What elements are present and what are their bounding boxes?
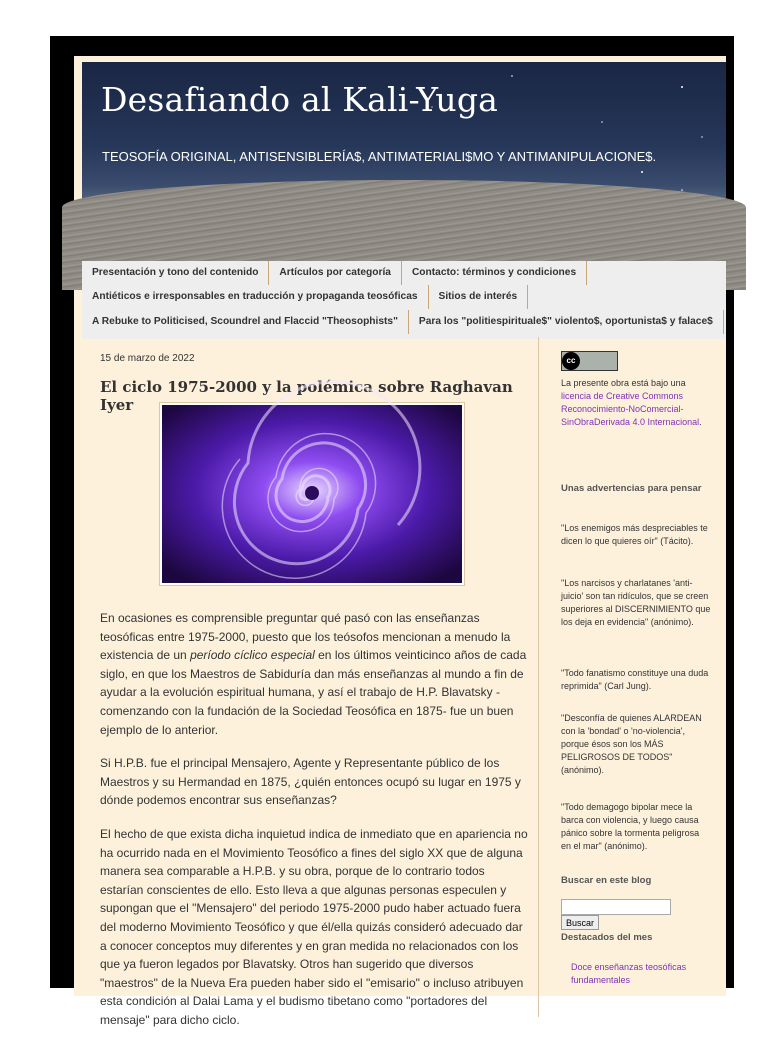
post-paragraph-3: El hecho de que exista dicha inquietud indica de inmediato que en apariencia no ha ocurrido nada en el Movimiento Teosófico a fines del siglo XX que de alguna manera sea comparable a H.P.B. y su obra, porque de lo contrario todos estarían conscientes de ello. Esto lleva a que algunas personas especulen y supongan que el "Mensajero" del periodo 1975-2000 pudo haber actuado fuera del moderno Movimiento Teosófico y que él/ella quizás consideró adecuado dar a conocer conceptos muy diferentes y en gran medida no relacionados con los que ya fueron legados por Blavatsky. Otros han sugerido que diversos "maestros" de la Nueva Era pueden haber sido el "emisario" o incluso atribuyen esta condición al Dalai Lama y el budismo tibetano como "portadores del mensaje" para dicho ciclo. [100,826,528,1027]
search-heading: Buscar en este blog [561,875,652,886]
quote-1: "Los enemigos más despreciables te dicen lo que quieres oír" (Tácito). [561,523,708,546]
search-button[interactable]: Buscar [561,915,599,930]
warnings-heading: Unas advertencias para pensar [561,483,702,494]
tabs-row-2 [82,285,528,309]
main-column [100,353,530,1027]
quote-5: "Todo demagogo bipolar mece la barca con violencia, y luego causa pánico sobre la tormenta peligrosa en el mar" (anónimo). [561,802,700,851]
tab-politiespirituales[interactable]: Para los "politiespirituale$" violento$, oportunista$ y falace$ [409,310,724,334]
search-input[interactable] [561,899,671,915]
license-text: La presente obra está bajo una licencia de Creative Commons Reconocimiento-NoComercial-SinObraDerivada 4.0 Internacional. [561,378,702,427]
blog-description: TEOSOFÍA ORIGINAL, ANTISENSIBLERÍA$, ANTIMATERIALI$MO Y ANTIMANIPULACIONE$. [102,149,657,164]
post-title[interactable]: El ciclo 1975-2000 y la polémica sobre Raghavan Iyer [100,378,513,414]
post-date: 15 de marzo de 2022 [100,353,195,364]
post-paragraph-2: Si H.P.B. fue el principal Mensajero, Agente y Representante público de los Maestros y su Hermandad en 1875, ¿quién entonces ocupó su lugar en 1975 y dónde podemos encontrar sus enseñanzas? [100,756,521,808]
content-outer [74,56,726,1027]
quote-3: "Todo fanatismo constituye una duda reprimida" (Carl Jung). [561,668,709,691]
featured-heading: Destacados del mes [561,932,653,943]
page-tabs [82,261,726,339]
search-form [561,899,711,930]
tab-antieticos[interactable]: Antiéticos e irresponsables en traducción y propaganda teosóficas [82,285,429,309]
cc-license-badge[interactable]: cc [561,351,711,371]
spiral-image[interactable] [160,403,464,585]
post-body [100,609,530,1044]
quote-2: "Los narcisos y charlatanes 'anti-juicio' son tan ridículos, que se creen superiores al DISCERNIMIENTO que los deja en evidencia" (anónimo). [561,578,711,627]
emphasis-text: período cíclico especial [190,648,315,663]
license-link[interactable]: licencia de Creative Commons Reconocimiento-NoComercial-SinObraDerivada 4.0 Internacional [561,391,700,427]
sidebar [538,337,719,1017]
tab-presentacion[interactable]: Presentación y tono del contenido [82,261,269,285]
purple-spiral-graphic [162,405,462,583]
blog-header [82,62,726,261]
tabs-row-1 [82,261,587,285]
page-frame [50,36,734,1027]
tab-rebuke[interactable]: A Rebuke to Politicised, Scoundrel and Flaccid "Theosophists" [82,310,409,334]
tabs-row-3 [82,310,724,334]
tab-sitios-de-interes[interactable]: Sitios de interés [429,285,529,309]
tab-contacto[interactable]: Contacto: términos y condiciones [402,261,587,285]
quote-4: "Desconfía de quienes ALARDEAN con la 'bondad' o 'no-violencia', porque ésos son los MÁS PELIGROSOS DE TODOS" (anónimo). [561,713,702,775]
featured-post-link[interactable]: Doce enseñanzas teosóficas fundamentales [571,962,687,985]
tab-articulos-por-categoria[interactable]: Artículos por categoría [269,261,402,285]
blog-title[interactable]: Desafiando al Kali-Yuga [101,80,499,119]
post-paragraph-1: En ocasiones es comprensible preguntar qué pasó con las enseñanzas teosóficas entre 1975-2000, puesto que los teósofos mencionan a menudo la existencia de un período cíclico especial en los últimos veinticinco años de cada siglo, en que los Maestros de Sabiduría dan más enseñanzas al mundo a fin de ayudar a la evolución espiritual humana, y así el trabajo de H.P. Blavatsky -comenzando con la fundación de la Sociedad Teosófica en 1875- fue un buen ejemplo de lo anterior. [100,611,527,737]
